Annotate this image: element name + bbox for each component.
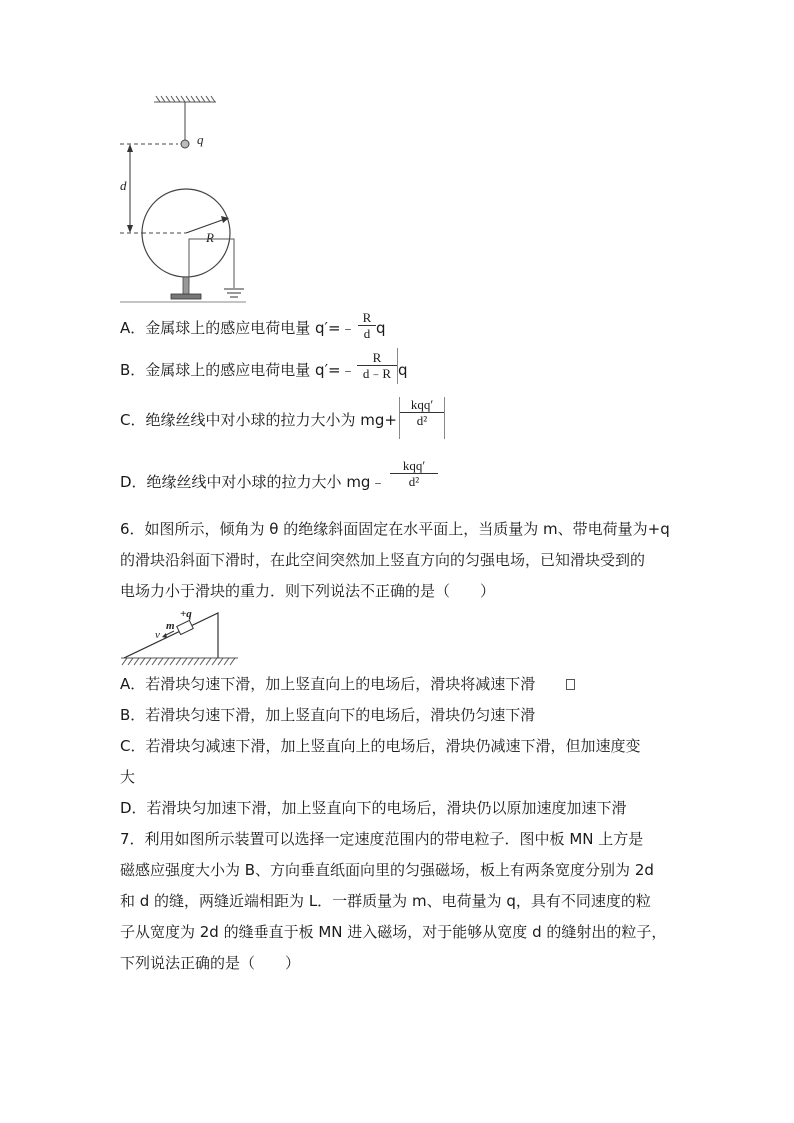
q7-line-2: 磁感应强度大小为 B、方向垂直纸面向里的匀强磁场，板上有两条宽度分别为 2d [120, 861, 654, 879]
q6-option-a: A．若滑块匀速下滑，加上竖直向上的电场后，滑块将减速下滑 [120, 675, 536, 693]
option-b-text: B．金属球上的感应电荷电量 q′=﹣ [120, 361, 356, 379]
charge-label-block: +q [180, 608, 192, 620]
arrowhead-down [127, 225, 133, 233]
stand-post [183, 277, 189, 295]
option-a-text: A．金属球上的感应电荷电量 q′=﹣ [120, 319, 356, 337]
q6-option-c-line-1: C．若滑块匀减速下滑，加上竖直向上的电场后，滑块仍减速下滑，但加速度变 [120, 737, 641, 755]
option-c-fraction: kqq′ d² [400, 397, 444, 428]
distance-label: d [120, 178, 127, 193]
option-c-box-edge-right [444, 397, 445, 439]
arrowhead-up [127, 144, 133, 152]
charged-ball [181, 140, 189, 148]
q6-line-3: 电场力小于滑块的重力．则下列说法不正确的是（ ） [120, 582, 496, 600]
ground-wire [189, 239, 234, 288]
q6-option-d: D．若滑块匀加速下滑，加上竖直向下的电场后，滑块仍以原加速度加速下滑 [120, 799, 627, 817]
option-b-fraction: R d﹣R [357, 350, 397, 381]
option-a-tail: q [376, 319, 386, 337]
q6-line-2: 的滑块沿斜面下滑时，在此空间突然加上竖直方向的匀强电场，已知滑块受到的 [120, 551, 646, 569]
q5-option-b [120, 360, 356, 380]
option-d-text: D．绝缘丝线中对小球的拉力大小 mg﹣ [120, 473, 386, 491]
mass-label: m [166, 620, 175, 632]
q5-option-d [120, 472, 385, 492]
velocity-label: v [155, 629, 160, 641]
q7-line-1: 7．利用如图所示装置可以选择一定速度范围内的带电粒子．图中板 MN 上方是 [120, 830, 644, 848]
option-c-text: C．绝缘丝线中对小球的拉力大小为 mg+ [120, 411, 397, 429]
charge-label: q [197, 132, 204, 147]
q5-option-a [120, 318, 356, 338]
q7-line-3: 和 d 的缝，两缝近端相距为 L．一群质量为 m、电荷量为 q，具有不同速度的粒 [120, 892, 651, 910]
radius-label: R [206, 230, 214, 245]
option-b-tail: q [398, 361, 408, 379]
velocity-arrowhead [162, 633, 167, 638]
ground-symbol [224, 289, 244, 297]
sliding-block [177, 620, 194, 634]
option-d-fraction: kqq′ d² [390, 458, 438, 489]
q6-option-b: B．若滑块匀速下滑，加上竖直向下的电场后，滑块仍匀速下滑 [120, 706, 536, 724]
q7-line-5: 下列说法正确的是（ ） [120, 954, 301, 972]
option-a-fraction: R d [358, 310, 376, 341]
ceiling-hatch [154, 96, 216, 102]
unknown-glyph-box [566, 679, 575, 690]
ground-hatch [121, 658, 238, 665]
q6-option-c-line-2: 大 [120, 768, 136, 786]
q7-line-4: 子从宽度为 2d 的缝垂直于板 MN 进入磁场，对于能够从宽度 d 的缝射出的粒子， [120, 923, 667, 941]
q5-option-c [120, 410, 397, 430]
stand-base [171, 294, 201, 299]
option-c-box-edge-left [399, 397, 400, 439]
figure-incline [118, 603, 243, 669]
figure-charge-sphere [118, 92, 248, 307]
q6-line-1: 6．如图所示，倾角为 θ 的绝缘斜面固定在水平面上，当质量为 m、带电荷量为+q [120, 520, 670, 538]
